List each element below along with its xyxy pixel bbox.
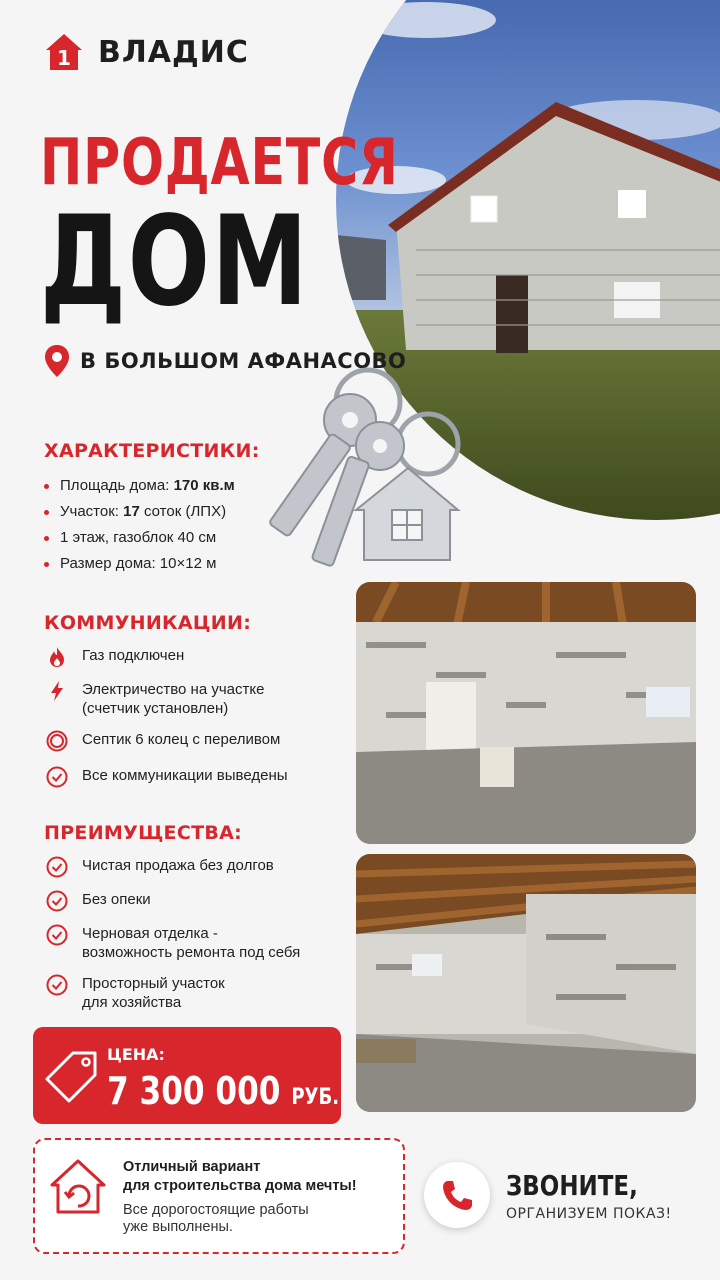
headline-line2: ДОМ — [40, 190, 310, 334]
price-label: ЦЕНА: — [107, 1045, 165, 1064]
call-title: ЗВОНИТЕ, — [506, 1168, 638, 1202]
list-item: Размер дома: 10×12 м — [44, 551, 364, 577]
interior-photo-2 — [356, 854, 696, 1112]
price-box — [33, 1027, 341, 1124]
check-circle-icon — [46, 890, 68, 912]
communications-list — [46, 646, 346, 788]
house-refresh-icon — [49, 1158, 107, 1216]
list-item: Без опеки — [46, 890, 346, 912]
advantages-list — [46, 856, 346, 1012]
list-item: Просторный участок для хозяйства — [46, 974, 346, 1012]
characteristics-title: ХАРАКТЕРИСТИКИ: — [44, 440, 260, 462]
check-circle-icon — [46, 924, 68, 946]
check-circle-icon — [46, 974, 68, 996]
note-text: Все дорогостоящие работы уже выполнены. — [123, 1202, 309, 1235]
list-item: Электричество на участке (счетчик установлен) — [46, 680, 346, 718]
check-circle-icon — [46, 766, 68, 788]
interior-photo-1 — [356, 582, 696, 844]
map-pin-icon — [44, 344, 70, 378]
list-item: Участок: 17 соток (ЛПХ) — [44, 499, 364, 525]
flame-icon — [46, 646, 68, 668]
call-to-action[interactable] — [424, 1162, 672, 1228]
brand-logo — [44, 32, 249, 72]
note-box — [33, 1138, 405, 1254]
brand-name: ВЛАДИС — [98, 34, 249, 70]
communications-title: КОММУНИКАЦИИ: — [44, 612, 252, 634]
price-value: 7 300 000 РУБ. — [107, 1069, 340, 1113]
phone-icon — [440, 1178, 474, 1212]
location-text: В БОЛЬШОМ АФАНАСОВО — [80, 349, 407, 373]
list-item: Все коммуникации выведены — [46, 766, 346, 788]
list-item: 1 этаж, газоблок 40 см — [44, 525, 364, 551]
lightning-icon — [46, 680, 68, 702]
headline-line1: ПРОДАЕТСЯ — [40, 126, 399, 200]
note-heading: Отличный вариант для строительства дома мечты! — [123, 1159, 357, 1194]
list-item: Газ подключен — [46, 646, 346, 668]
price-tag-icon — [45, 1049, 99, 1103]
list-item: Септик 6 колец с переливом — [46, 730, 346, 752]
characteristics-list — [4, 473, 364, 577]
house-logo-icon — [44, 32, 84, 72]
check-circle-icon — [46, 856, 68, 878]
ring-icon — [46, 730, 68, 752]
call-subtitle: ОРГАНИЗУЕМ ПОКАЗ! — [506, 1205, 672, 1222]
list-item: Площадь дома: 170 кв.м — [44, 473, 364, 499]
list-item: Чистая продажа без долгов — [46, 856, 346, 878]
list-item: Черновая отделка - возможность ремонта под себя — [46, 924, 346, 962]
svg-text:1: 1 — [57, 46, 71, 70]
phone-button[interactable] — [424, 1162, 490, 1228]
advantages-title: ПРЕИМУЩЕСТВА: — [44, 822, 243, 844]
